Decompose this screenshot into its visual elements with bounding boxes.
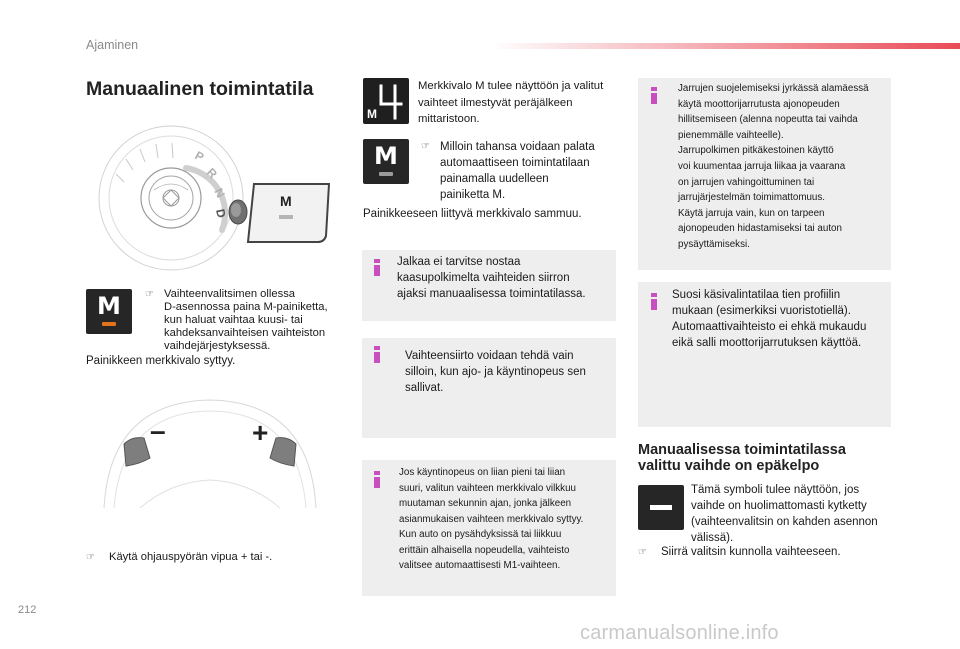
display-indicator-text: Merkkivalo M tulee näyttöön ja valitut vaihteet ilmestyvät peräjälkeen mittaristoon. xyxy=(418,80,604,125)
step-engage-gear xyxy=(638,546,898,559)
section-label: Ajaminen xyxy=(86,38,139,52)
gear-selector-illustration xyxy=(96,118,336,278)
header-accent-bar xyxy=(490,43,960,49)
info-box-rpm-warning xyxy=(362,460,616,596)
paddle-plus-label: + xyxy=(252,417,269,448)
info-box-manual-mode-tip-text: Suosi käsivalintatilaa tien profiilin mukaan (esimerkiksi vuoristotiellä). Automaattivaihteisto ei ehkä mukaudu eikä salli moottorijarrutuksen käyttöä. xyxy=(672,289,867,349)
info-box-shift-conditions-text: Vaihteensiirto voidaan tehdä vain silloin, kun ajo- ja käyntinopeus sen sallivat. xyxy=(405,350,586,394)
gear-label-d: D xyxy=(213,207,229,220)
info-icon xyxy=(374,471,380,488)
info-box-manual-mode-tip xyxy=(638,282,891,427)
info-box-no-lift-text: Jalkaa ei tarvitse nostaa kaasupolkimelta vaihteiden siirron ajaksi manuaalisessa toimintatilassa. xyxy=(397,256,586,300)
watermark: carmanualsonline.info xyxy=(580,622,779,644)
m-indicator-bar-on xyxy=(102,322,116,326)
step-use-paddles-text: Käytä ohjauspyörän vipua + tai -. xyxy=(109,551,273,563)
m-button-label: M xyxy=(280,193,292,209)
step-return-automatic-text: Milloin tahansa voidaan palata automaattiseen toimintatilaan painamalla uudelleen painiketta M. xyxy=(440,141,595,201)
pointing-finger-icon: ☞ xyxy=(421,141,430,152)
indicator-on-note: Painikkeen merkkivalo syttyy. xyxy=(86,355,236,367)
paddle-left-icon xyxy=(124,438,150,466)
gear-display-icon xyxy=(363,78,409,124)
step-return-automatic xyxy=(421,139,621,203)
invalid-gear-dash-icon xyxy=(638,485,684,530)
info-box-rpm-warning-text: Jos käyntinopeus on liian pieni tai liian suuri, valitun vaihteen merkkivalo vilkkuu muutaman sekunnin ajan, jonka jälkeen asianmukaisen vaihteen merkkivalo syttyy. Kun auto on pysähdyksissä tai liikkuu erittäin alhaisella nopeudella, vaihteisto valitsee automaattisesti M1-vaihteen. xyxy=(399,467,584,571)
m-indicator-off-letter: M xyxy=(374,142,398,170)
steering-wheel-illustration xyxy=(100,382,320,512)
section-title-invalid-gear: Manuaalisessa toimintatilassa valittu vaihde on epäkelpo xyxy=(638,442,846,474)
info-icon xyxy=(651,293,657,310)
paddle-right-icon xyxy=(270,438,296,466)
m-indicator-letter: M xyxy=(97,292,121,320)
m-indicator-bar-off xyxy=(379,172,393,176)
m4-display-icon xyxy=(363,78,409,124)
pointing-finger-icon: ☞ xyxy=(638,547,647,558)
info-icon xyxy=(651,87,657,104)
pointing-finger-icon: ☞ xyxy=(86,552,95,563)
info-icon xyxy=(374,259,380,276)
info-icon xyxy=(374,346,380,363)
indicator-off-note: Painikkeeseen liittyvä merkkivalo sammuu. xyxy=(363,208,582,220)
info-box-brakes-text: Jarrujen suojelemiseksi jyrkässä alamäessä käytä moottorijarrutusta ajonopeuden hillitsemiseen (alenna nopeutta tai vaihda pienemmälle vaihteelle). Jarrupolkimen pitkäkestoinen käyttö voi kuumentaa jarruja liikaa ja vaarana on jarrujen vahingoittuminen tai jarrujärjestelmän toimimattomuus. Käytä jarruja vain, kun on tarpeen ajonopeuden hidastamiseksi tai auton pysäyttämiseksi. xyxy=(678,83,869,250)
page-number: 212 xyxy=(18,604,37,616)
svg-text:M: M xyxy=(367,107,377,121)
gear-label-r: R xyxy=(203,165,220,182)
invalid-gear-text: Tämä symboli tulee näyttöön, jos vaihde on huolimattomasti kytketty (vaihteenvalitsin on kahden asennon välissä). xyxy=(691,484,878,544)
info-box-no-lift xyxy=(362,250,616,321)
step-use-paddles xyxy=(86,551,356,564)
paddle-minus-label: – xyxy=(150,415,166,446)
step-press-m xyxy=(145,288,345,353)
step-engage-gear-text: Siirrä valitsin kunnolla vaihteeseen. xyxy=(661,546,841,558)
m-indicator-off-icon xyxy=(363,139,409,184)
gear-dial-icon xyxy=(99,126,243,270)
step-press-m-text: Vaihteenvalitsimen ollessa D-asennossa paina M-painiketta, kun haluat vaihtaa kuusi- tai kahdeksanvaihteisen vaihteiston vaihdejärjestyksessä. xyxy=(164,288,328,352)
gear-label-p: P xyxy=(192,148,207,165)
m-indicator-on-icon xyxy=(86,289,132,334)
gear-knob-icon xyxy=(229,200,247,224)
page-title: Manuaalinen toimintatila xyxy=(86,78,314,100)
dash-symbol xyxy=(650,505,672,510)
info-box-brakes xyxy=(638,78,891,270)
info-box-shift-conditions xyxy=(362,338,616,438)
gear-label-n: N xyxy=(211,185,228,201)
pointing-finger-icon: ☞ xyxy=(145,289,154,300)
